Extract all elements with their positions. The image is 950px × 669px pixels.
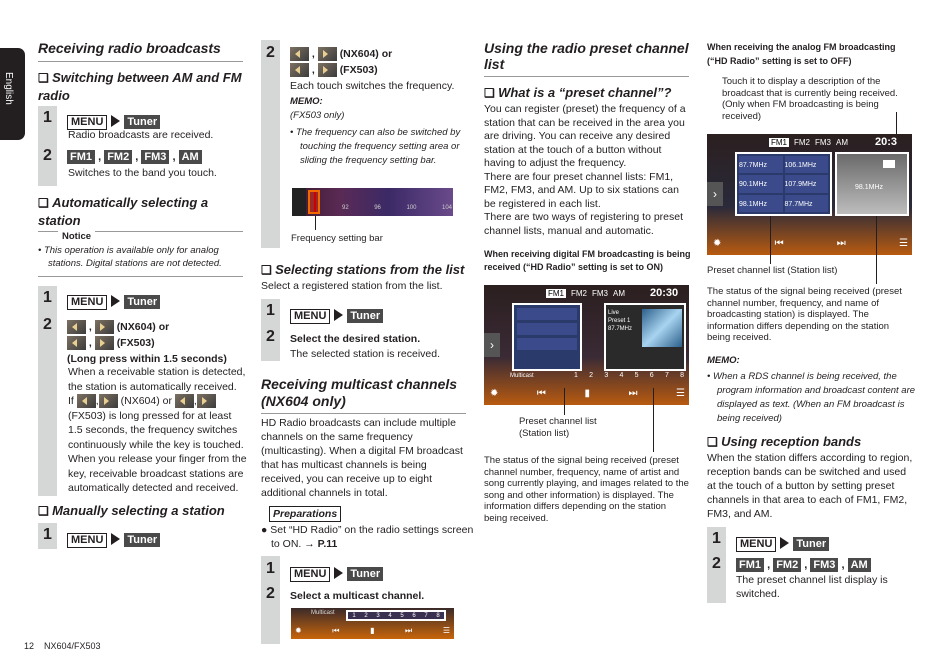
next-icon[interactable]: ⏭ <box>836 238 846 249</box>
step-desc: When a receivable station is detected, the station is automatically received. If , (NX604) or , (FX503) is long pressed for at least 1.5 seconds, the frequency switches continuously while the key is touched. When you release your finger from the key, receivable broadcast stations are automatically detected and received. <box>68 366 247 494</box>
multicast-screen <box>291 608 454 639</box>
screen-controls <box>490 388 685 399</box>
band-tab-fm3[interactable]: FM3 <box>815 138 831 147</box>
page-title <box>38 40 243 62</box>
left-arrow-button[interactable]: › <box>484 333 500 357</box>
fm3-key[interactable]: FM3 <box>141 150 169 164</box>
model-text: (NX604) or <box>116 321 170 333</box>
tick-label: 96 <box>374 205 381 211</box>
callout-preset-list: Preset channel list (Station list) <box>519 416 597 439</box>
language-tab <box>0 48 25 140</box>
bands-text: When the station differs according to region, reception bands can be switched and used at the touch of a button by setting preset channels in that area to each of FM1, FM2, FM3, and AM. <box>707 452 913 520</box>
am-key[interactable]: AM <box>179 150 202 164</box>
preset-button[interactable]: 87.7MHz <box>739 156 783 173</box>
step-number: 2 <box>266 44 275 61</box>
section-heading-text: Using reception bands <box>721 434 862 449</box>
arrow-icon <box>111 295 120 307</box>
multicast-text: HD Radio broadcasts can include multiple channels on the same frequency (multicasting). When a digital FM broadcast that has multicast channels is being received, you can receive up to eight additional channels in total. <box>261 417 463 499</box>
clock: 20:3 <box>875 136 898 148</box>
section-heading-text: Manually selecting a station <box>52 503 225 518</box>
multicast-channel[interactable]: 6 <box>412 613 416 619</box>
callout-status: The status of the signal being received (preset channel number, frequency, name of artist and song currently playing, and images related to the song and other information) is displayed. The information differs depending on the station being received. <box>484 455 689 524</box>
arrow-icon <box>780 537 789 549</box>
analog-heading: When receiving the analog FM broadcasting (“HD Radio” setting is set to OFF) <box>707 42 896 66</box>
step-keys <box>67 530 160 548</box>
comma: , <box>841 559 845 571</box>
list-icon[interactable]: ☰ <box>442 626 450 635</box>
long-press-text: (Long press within 1.5 seconds) <box>67 353 227 365</box>
next-icon[interactable]: ⏭ <box>628 388 638 399</box>
arrow-icon <box>111 115 120 127</box>
menu-key[interactable]: MENU <box>67 295 107 310</box>
fm2-key[interactable]: FM2 <box>104 150 132 164</box>
memo-text: • When a RDS channel is being received, the program information and broadcast content are displayed as text. (When an FM broadcast is being received) <box>707 371 916 424</box>
seek-down-icon <box>175 394 194 408</box>
seek-up-icon[interactable] <box>318 63 337 77</box>
screen-controls <box>713 238 908 249</box>
menu-key[interactable]: MENU <box>290 567 330 582</box>
step-number: 2 <box>43 316 52 333</box>
tuner-key[interactable]: Tuner <box>793 537 829 551</box>
section-heading-switch-band <box>38 69 248 104</box>
desc-text: (FX503) is long pressed for at least 1.5 seconds, the frequency switches continuously while the key is touched. When you release your finger from the key, receivable broadcast stations are automatically detected and received. <box>68 409 247 494</box>
memo-label: MEMO: <box>707 355 740 366</box>
section-heading-list <box>261 261 471 279</box>
next-icon[interactable]: ⏭ <box>405 626 413 635</box>
section-heading-preset <box>484 84 694 102</box>
seek-up-icon <box>99 394 118 408</box>
band-tab-fm2[interactable]: FM2 <box>571 289 587 298</box>
fm1-key[interactable]: FM1 <box>67 150 95 164</box>
pause-icon[interactable]: ▮ <box>584 388 590 399</box>
band-tabs <box>546 289 625 298</box>
multicast-channel[interactable]: 8 <box>680 372 684 379</box>
callout-touch: Touch it to display a description of the broadcast that is currently being received. (Only when FM broadcasting is being received) <box>722 76 898 122</box>
list-row[interactable] <box>517 323 577 335</box>
multicast-selector[interactable] <box>346 610 446 621</box>
live-label: Live <box>608 310 620 316</box>
info-button[interactable] <box>883 160 895 168</box>
tick-label: 104 <box>441 205 452 211</box>
section-heading-manual <box>38 502 248 520</box>
am-key[interactable]: AM <box>848 558 871 572</box>
memo-model: (FX503 only) <box>290 110 345 121</box>
band-tab-fm1[interactable]: FM1 <box>771 138 787 147</box>
left-arrow-button[interactable]: › <box>707 182 723 206</box>
comma: , <box>172 151 176 163</box>
multicast-channel[interactable]: 4 <box>619 372 624 379</box>
tuner-key[interactable]: Tuner <box>124 533 160 547</box>
multicast-channel[interactable]: 4 <box>388 613 392 619</box>
multicast-controls <box>295 626 450 636</box>
paragraph: There are two ways of registering to preset channel lists, manual and automatic. <box>484 211 684 237</box>
square-bullet-icon: ❑ <box>38 71 53 85</box>
tick-label: 92 <box>342 205 349 211</box>
step-keys <box>290 306 383 324</box>
band-keys <box>736 558 871 572</box>
band-tab-fm2[interactable]: FM2 <box>794 138 810 147</box>
seek-keys: , (NX604) or , (FX503) <box>290 46 392 78</box>
callout-status: The status of the signal being received (preset channel number, frequency, and name of broadcasting station) is displayed. The information differs depending on the station being received. <box>707 286 902 343</box>
desc-text: (NX604) or <box>120 395 172 407</box>
memo-label: MEMO: <box>290 96 323 107</box>
band-tab-fm3[interactable]: FM3 <box>592 289 608 298</box>
seek-down-icon <box>77 394 96 408</box>
freq-label: 87.7MHz <box>608 326 633 332</box>
comma: , <box>98 151 102 163</box>
gear-icon[interactable]: ✹ <box>295 626 302 635</box>
multicast-channel[interactable]: 2 <box>589 372 594 379</box>
step-keys <box>736 534 829 552</box>
step-desc: The selected station is received. <box>290 348 440 360</box>
multicast-numbers <box>574 372 684 379</box>
multicast-label: Multicast <box>510 373 534 379</box>
list-row[interactable] <box>517 338 577 350</box>
pause-icon[interactable]: ▮ <box>370 626 375 635</box>
frequency-needle <box>314 192 316 212</box>
model-name: NX604/FX503 <box>44 641 101 651</box>
tuner-key[interactable]: Tuner <box>347 567 383 581</box>
section-intro: Select a registered station from the list. <box>261 280 443 292</box>
step-desc: Each touch switches the frequency. <box>290 80 455 92</box>
arrow-icon <box>334 309 343 321</box>
multicast-channel[interactable]: 5 <box>634 372 639 379</box>
step-number: 1 <box>266 560 275 577</box>
preparation-item: ● Set “HD Radio” on the radio settings screen to ON. → P.11 <box>261 524 474 550</box>
prev-icon[interactable]: ⏮ <box>774 238 784 249</box>
fm2-key[interactable]: FM2 <box>773 558 801 572</box>
page-title-text: Receiving radio broadcasts <box>38 40 221 56</box>
seek-down-icon[interactable] <box>67 336 86 350</box>
square-bullet-icon: ❑ <box>38 504 53 518</box>
section-heading-text: Automatically selecting a station <box>38 195 209 228</box>
seek-keys: , (NX604) or , (FX503) (Long press within 1.5 seconds) <box>67 321 227 365</box>
notice-text-content: This operation is available only for analog stations. Digital stations are not detected. <box>43 245 222 269</box>
preset-button[interactable]: 98.1MHz <box>739 195 783 212</box>
multicast-channel[interactable]: 7 <box>424 613 428 619</box>
section-heading-text: Selecting stations from the list <box>275 262 465 277</box>
menu-key[interactable]: MENU <box>67 533 107 548</box>
multicast-title <box>261 376 466 414</box>
clock: 20:30 <box>650 287 679 299</box>
page-number: 12 <box>24 641 35 651</box>
step-bar <box>261 40 280 248</box>
multicast-channel[interactable]: 8 <box>436 613 440 619</box>
memo-text: • The frequency can also be switched by touching the frequency setting area or sliding the frequency setting bar. <box>290 127 461 166</box>
digital-radio-screen <box>484 285 689 405</box>
arrow-icon <box>111 533 120 545</box>
preset-button[interactable]: 106.1MHz <box>785 156 829 173</box>
preset-label: Preset 1 <box>608 318 631 324</box>
preset-button[interactable]: 107.9MHz <box>785 175 829 192</box>
preset-button[interactable]: 90.1MHz <box>739 175 783 192</box>
status-box <box>604 303 686 371</box>
status-box <box>835 152 909 216</box>
multicast-channel[interactable]: 6 <box>649 372 654 379</box>
seek-down-icon[interactable] <box>67 320 86 334</box>
comma: , <box>767 559 771 571</box>
step-number: 1 <box>43 109 52 126</box>
preparation-text: Set “HD Radio” on the radio settings screen to ON. <box>270 524 474 550</box>
multicast-channel[interactable]: 3 <box>604 372 609 379</box>
step-number: 1 <box>712 530 721 547</box>
fm1-key[interactable]: FM1 <box>736 558 764 572</box>
multicast-channel[interactable]: 2 <box>364 613 368 619</box>
tick-label: 100 <box>406 205 417 211</box>
preparations-label <box>269 504 341 522</box>
digital-heading: When receiving digital FM broadcasting is being received (“HD Radio” setting is set to ON) <box>484 249 691 272</box>
multicast-channel[interactable]: 1 <box>352 613 356 619</box>
divider <box>38 276 243 277</box>
memo-text-content: The frequency can also be switched by touching the frequency setting area or sliding the frequency setting bar. <box>295 127 461 166</box>
comma: , <box>804 559 808 571</box>
list-icon[interactable]: ☰ <box>899 238 908 249</box>
seek-down-icon[interactable] <box>290 63 309 77</box>
station-grid <box>735 152 832 216</box>
band-tab-am[interactable]: AM <box>613 289 625 298</box>
preset-button[interactable]: 87.7MHz <box>785 195 829 212</box>
seek-up-icon <box>197 394 216 408</box>
paragraph: There are four preset channel lists: FM1, FM2, FM3, and AM. Up to six stations can be registered in each list. <box>484 170 679 210</box>
multicast-channel[interactable]: 1 <box>574 372 578 379</box>
station-list-box[interactable] <box>512 303 582 371</box>
tuner-key[interactable]: Tuner <box>347 309 383 323</box>
step-desc: The preset channel list display is switched. <box>736 574 888 600</box>
model-text: (FX503) <box>339 64 378 76</box>
callout-preset-list: Preset channel list (Station list) <box>707 265 838 276</box>
step-instruction: Select the desired station. <box>290 333 421 345</box>
model-text: (NX604) or <box>339 48 393 60</box>
status-text <box>608 309 632 333</box>
callout-line <box>770 216 771 264</box>
list-icon[interactable]: ☰ <box>676 388 685 399</box>
page-reference-link[interactable]: → P.11 <box>304 538 338 550</box>
square-bullet-icon: ❑ <box>484 86 499 100</box>
step-number: 2 <box>266 585 275 602</box>
step-number: 2 <box>712 555 721 572</box>
callout-line <box>653 388 654 452</box>
callout-line <box>315 216 316 230</box>
seek-up-icon[interactable] <box>95 336 114 350</box>
multicast-label: Multicast <box>311 610 335 616</box>
band-keys <box>67 150 202 164</box>
prev-icon[interactable]: ⏮ <box>536 388 546 399</box>
desc-text: When a receivable station is detected, the station is automatically received. <box>68 366 246 393</box>
preset-title-text: Using the radio preset channel list <box>484 40 689 72</box>
list-row[interactable] <box>517 308 577 320</box>
tuner-key[interactable]: Tuner <box>124 115 160 129</box>
fm3-key[interactable]: FM3 <box>810 558 838 572</box>
footer <box>24 641 101 651</box>
section-heading-text: What is a “preset channel”? <box>498 85 672 100</box>
step-keys <box>67 292 160 310</box>
seek-up-icon[interactable] <box>318 47 337 61</box>
desc-text: If <box>68 395 74 407</box>
bar-left-cap <box>292 188 306 216</box>
menu-key[interactable]: MENU <box>67 115 107 130</box>
step-number: 2 <box>266 328 275 345</box>
multicast-title-text: Receiving multicast channels (NX604 only) <box>261 376 458 409</box>
seek-up-icon[interactable] <box>95 320 114 334</box>
seek-down-icon[interactable] <box>290 47 309 61</box>
comma: , <box>135 151 139 163</box>
language-tab-label: English <box>3 72 14 105</box>
paragraph: You can register (preset) the frequency of a station that can be received in the area you are driving. You can receive any desired station at the touch of a button without having to adjust the frequency. <box>484 103 686 169</box>
gear-icon[interactable]: ✹ <box>713 238 722 249</box>
preset-description <box>484 103 691 238</box>
arrow-icon <box>334 567 343 579</box>
preset-title <box>484 40 689 77</box>
section-heading-bands <box>707 433 917 451</box>
band-tabs <box>769 138 848 147</box>
multicast-channel[interactable]: 3 <box>376 613 380 619</box>
callout-line <box>564 388 565 415</box>
album-art <box>642 309 682 347</box>
preparations-label-text: Preparations <box>269 506 341 522</box>
multicast-channel[interactable]: 7 <box>664 372 669 379</box>
notice-text: • This operation is available only for analog stations. Digital stations are not detected. <box>38 245 222 269</box>
step-desc: Switches to the band you touch. <box>68 167 217 179</box>
section-heading-text: Switching between AM and FM radio <box>38 70 242 103</box>
freq-ticks <box>342 205 452 211</box>
square-bullet-icon: ❑ <box>261 263 276 277</box>
current-frequency: 98.1MHz <box>855 184 884 191</box>
step-keys <box>290 564 383 582</box>
prev-icon[interactable]: ⏮ <box>332 626 340 635</box>
frequency-bar-caption: Frequency setting bar <box>291 233 383 244</box>
menu-key[interactable]: MENU <box>290 309 330 324</box>
gear-icon[interactable]: ✹ <box>490 388 499 399</box>
square-bullet-icon: ❑ <box>38 196 53 210</box>
square-bullet-icon: ❑ <box>707 435 722 449</box>
step-number: 1 <box>43 289 52 306</box>
step-number: 1 <box>43 526 52 543</box>
frequency-setting-bar[interactable] <box>292 188 453 216</box>
band-tab-fm1[interactable]: FM1 <box>548 289 564 298</box>
step-desc: Radio broadcasts are received. <box>68 129 214 141</box>
model-text: (FX503) <box>116 337 155 349</box>
step-instruction: Select a multicast channel. <box>290 590 425 602</box>
memo-text-content: When a RDS channel is being received, the program information and broadcast content are displayed as text. (When an FM broadcast is being received) <box>712 371 916 424</box>
step-number: 1 <box>266 302 275 319</box>
notice-label: Notice <box>58 231 95 244</box>
callout-line <box>876 216 877 284</box>
band-tab-am[interactable]: AM <box>836 138 848 147</box>
menu-key[interactable]: MENU <box>736 537 776 552</box>
analog-radio-screen <box>707 134 912 255</box>
tuner-key[interactable]: Tuner <box>124 295 160 309</box>
section-heading-auto <box>38 194 248 229</box>
multicast-channel[interactable]: 5 <box>400 613 404 619</box>
step-number: 2 <box>43 147 52 164</box>
